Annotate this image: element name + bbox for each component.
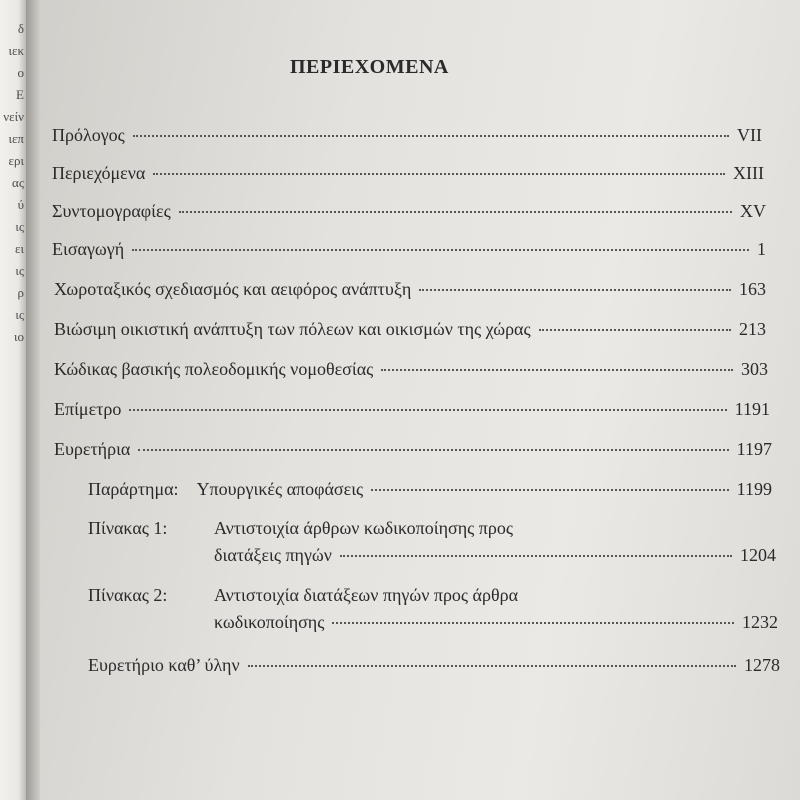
toc-entry-prologue: [52, 125, 762, 146]
toc-entry-page: VII: [737, 125, 762, 145]
dot-leader: [419, 289, 731, 291]
toc-entry-abbreviations: [52, 201, 766, 222]
dot-leader: [340, 555, 732, 557]
toc-entry-spatial-planning: [54, 279, 766, 300]
fragment: ρ: [17, 285, 24, 300]
fragment: δ: [17, 21, 24, 36]
fragment: ις: [15, 263, 24, 278]
dot-leader: [153, 173, 725, 175]
toc-entry-page: 1204: [740, 545, 776, 565]
toc-entry-title: Ευρετήρια: [54, 439, 131, 459]
dot-leader: [133, 135, 729, 137]
toc-entry-page: 213: [739, 319, 766, 339]
toc-entry-contents: [52, 163, 764, 184]
dot-leader: [248, 665, 736, 667]
toc-entry-title: Βιώσιμη οικιστική ανάπτυξη των πόλεων και οικισμών της χώρας: [54, 319, 531, 339]
toc-entry-page: 303: [741, 359, 768, 379]
dot-leader: [132, 249, 749, 251]
toc-entry-page: XIII: [733, 163, 764, 183]
toc-entry-sustainable-development: [54, 319, 766, 340]
previous-page-edge: [0, 0, 26, 800]
toc-entry-page: 1191: [734, 399, 770, 419]
toc-entry-page: XV: [740, 201, 766, 221]
toc-entry-title: Ευρετήριο καθ’ ύλην: [88, 655, 240, 675]
fragment: ιεκ: [8, 43, 24, 58]
dot-leader: [539, 329, 731, 331]
fragment: ις: [15, 219, 24, 234]
toc-entry-page: 1199: [736, 479, 772, 499]
toc-entry-title-continued: κωδικοποίησης: [214, 612, 325, 632]
dot-leader: [129, 409, 726, 411]
dot-leader: [371, 489, 728, 491]
dot-leader: [138, 449, 728, 451]
toc-entry-page: 163: [739, 279, 766, 299]
toc-subentry-subject-index: [88, 655, 780, 676]
fragment: ιεπ: [8, 131, 24, 146]
fragment: ας: [12, 175, 24, 190]
toc-subentry-appendix: [88, 479, 772, 500]
page-title: ΠΕΡΙΕΧΟΜΕΝΑ: [290, 56, 449, 78]
dot-leader: [179, 211, 732, 213]
toc-entry-title: Επίμετρο: [54, 399, 122, 419]
toc-entry-title: Συντομογραφίες: [52, 201, 171, 221]
fragment: ις: [15, 307, 24, 322]
toc-entry-title: Αντιστοιχία άρθρων κωδικοποίησης προς: [214, 518, 513, 538]
toc-entry-page: 1197: [736, 439, 772, 459]
toc-entry-title: Περιεχόμενα: [52, 163, 146, 183]
toc-entry-page: 1: [757, 239, 766, 259]
fragment: Ε: [16, 87, 24, 102]
toc-entry-title: Εισαγωγή: [52, 239, 125, 259]
toc-entry-page: 1278: [744, 655, 780, 675]
toc-subentry-table-1: [88, 518, 776, 566]
toc-entry-epilogue: [54, 399, 770, 420]
toc-entry-title-continued: διατάξεις πηγών: [214, 545, 332, 565]
fragment: ερι: [8, 153, 24, 168]
toc-entry-title: Αντιστοιχία διατάξεων πηγών προς άρθρα: [214, 585, 518, 605]
book-gutter: [26, 0, 40, 800]
fragment: ει: [15, 241, 24, 256]
toc-entry-page: 1232: [742, 612, 778, 632]
toc-entry-indexes: [54, 439, 772, 460]
toc-entry-title: Πρόλογος: [52, 125, 125, 145]
contents-page: [40, 0, 800, 800]
toc-entry-planning-code: [54, 359, 768, 380]
toc-entry-title: Χωροταξικός σχεδιασμός και αειφόρος ανάπτυξη: [54, 279, 412, 299]
fragment: ο: [17, 65, 24, 80]
dot-leader: [332, 622, 734, 624]
fragment: ιο: [14, 329, 24, 344]
dot-leader: [381, 369, 733, 371]
toc-entry-title: Υπουργικές αποφάσεις: [196, 479, 364, 499]
fragment: ύ: [17, 197, 24, 212]
toc-subentry-label: Παράρτημα:: [88, 479, 179, 499]
toc-entry-introduction: [52, 239, 766, 260]
toc-entry-title: Κώδικας βασικής πολεοδομικής νομοθεσίας: [54, 359, 374, 379]
fragment: νείν: [3, 109, 24, 124]
previous-page-text: [0, 18, 24, 348]
toc-subentry-label: Πίνακας 2:: [88, 585, 168, 605]
toc-subentry-table-2: [88, 585, 778, 633]
toc-subentry-label: Πίνακας 1:: [88, 518, 168, 538]
